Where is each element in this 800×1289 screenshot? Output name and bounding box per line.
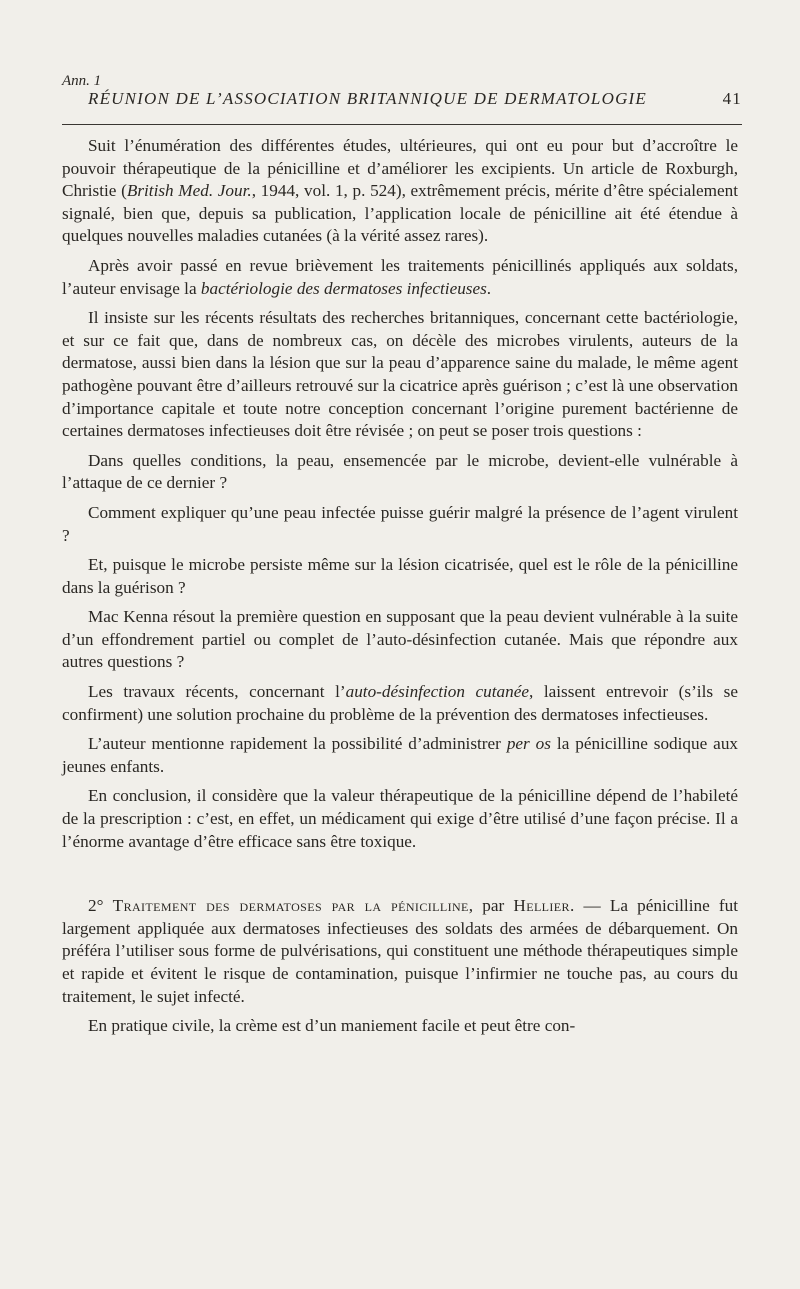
section-paragraph bbox=[62, 895, 738, 1008]
paragraph: Mac Kenna résout la première question en supposant que la peau devient vulnérable à la suite d’un effondrement partiel ou complet de l’auto-désinfection cutanée. Mais que répondre aux autres questions ? bbox=[62, 607, 738, 672]
text-run: . — La pénicilline fut largement appliquée aux dermatoses infectieuses des soldats des armées de débarquement. On préféra l’utiliser sous forme de pulvérisations, qui constituent une méthode thérapeutiques simple et rapide et évitent le risque de contamination, puisque l’infirmier ne touche pas, au cours du traitement, le sujet infecté. bbox=[62, 896, 738, 1006]
paragraph: Comment expliquer qu’une peau infectée puisse guérir malgré la présence de l’agent virulent ? bbox=[62, 502, 738, 545]
paragraph bbox=[62, 135, 738, 248]
paragraph bbox=[62, 255, 738, 300]
text-run: . bbox=[486, 278, 492, 298]
header-rule bbox=[62, 124, 742, 125]
text-run: , 1944, vol. 1, p. 524), extrêmement précis, mérite d’être spécialement signalé, bien que, depuis sa publication, l’application locale de pénicilline ait été étendue à quelques nouvelles maladies cutanées (à la vérité assez rares). bbox=[62, 181, 738, 246]
running-head bbox=[62, 89, 742, 113]
running-title: RÉUNION DE L’ASSOCIATION BRITANNIQUE DE DERMATOLOGIE bbox=[88, 89, 647, 108]
page-header bbox=[62, 73, 742, 113]
paragraph bbox=[62, 733, 738, 778]
journal-title: British Med. Jour. bbox=[126, 181, 252, 201]
text-run: Les travaux récents, concernant l’ bbox=[88, 682, 346, 702]
emphasis: per os bbox=[506, 734, 551, 754]
paragraph: Il insiste sur les récents résultats des recherches britanniques, concernant cette bactériologie, et sur ce fait que, dans de nombreux cas, on décèle des microbes virulents, auteurs de la dermatose, aussi bien dans la lésion que sur la peau d’apparence saine du malade, le même agent pathogène pouvant être d’ailleurs retrouvé sur la cicatrice après guérison ; c’est là une observation d’importance capitale et toute notre conception concernant l’origine purement bactérienne de certaines dermatoses infectieuses doit être révisée ; on peut se poser trois questions : bbox=[62, 308, 738, 441]
paragraph: En conclusion, il considère que la valeur thérapeutique de la pénicilline dépend de l’habileté de la prescription : c’est, en effet, un médicament qui exige d’être utilisé d’une façon précise. Il a l’énorme avantage d’être efficace sans être toxique. bbox=[62, 786, 738, 851]
text-run: Suit l’énumération des différentes études, ultérieures, qui ont eu pour but d’accroître le pouvoir thérapeutique de la pénicilline et d’améliorer les excipients. Un article de Roxburgh, Christie ( bbox=[62, 136, 738, 201]
section-gap bbox=[62, 853, 738, 895]
paragraph: En pratique civile, la crème est d’un maniement facile et peut être con- bbox=[88, 1016, 576, 1036]
section-number: 2° bbox=[88, 896, 113, 916]
body-text bbox=[62, 135, 738, 1045]
paragraph: Dans quelles conditions, la peau, ensemencée par le microbe, devient-elle vulnérable à l’attaque de ce dernier ? bbox=[62, 450, 738, 493]
page-number: 41 bbox=[722, 89, 742, 108]
emphasis: bactériologie des dermatoses infectieuses bbox=[200, 278, 487, 298]
text-run: la pénicilline sodique aux jeunes enfants. bbox=[62, 734, 739, 776]
annotation-note: Ann. 1 bbox=[62, 73, 102, 89]
text-run: , par bbox=[468, 896, 514, 916]
text-run: , laissent entrevoir (s’ils se confirment) une solution prochaine du problème de la prévention des dermatoses infectieuses. bbox=[62, 682, 738, 724]
paragraph bbox=[62, 681, 738, 726]
section-title: Traitement des dermatoses par la pénicilline bbox=[112, 896, 469, 916]
section-author: Hellier bbox=[513, 896, 570, 916]
text-run: L’auteur mentionne rapidement la possibilité d’administrer bbox=[88, 734, 507, 754]
emphasis: auto-désinfection cutanée bbox=[345, 682, 529, 702]
paragraph: Et, puisque le microbe persiste même sur la lésion cicatrisée, quel est le rôle de la pénicilline dans la guérison ? bbox=[62, 555, 738, 597]
text-run: Après avoir passé en revue brièvement les traitements pénicillinés appliqués aux soldats, l’auteur envisage la bbox=[62, 255, 738, 298]
